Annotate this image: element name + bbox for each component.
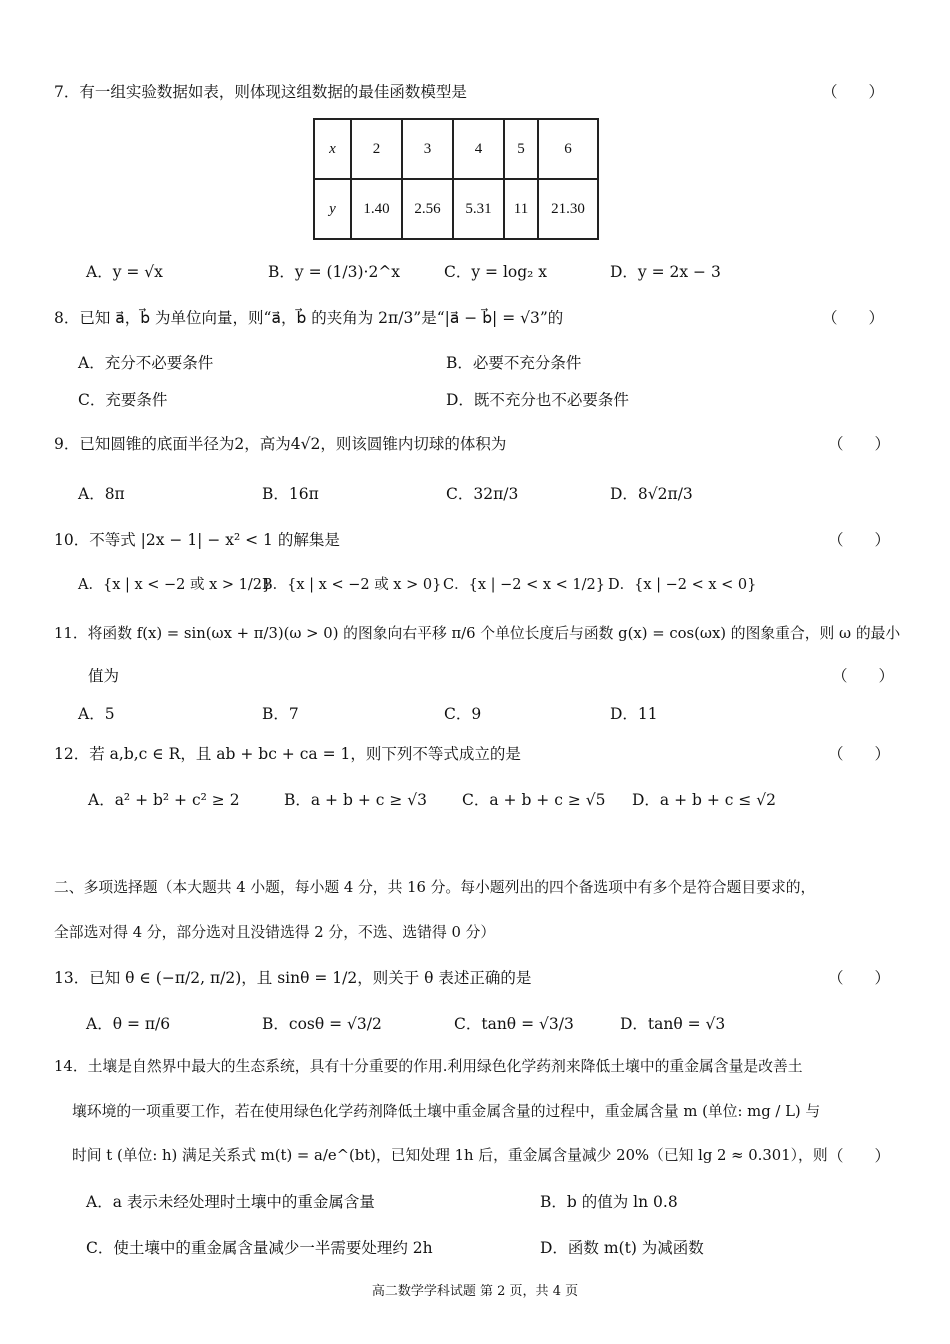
q14-option-d: D．函数 m(t) 为减函数 xyxy=(540,1239,704,1257)
q11-option-d: D．11 xyxy=(610,705,658,723)
q11-stem-continued: 值为 xyxy=(88,667,120,685)
q7-option-b: B．y = (1/3)·2^x xyxy=(268,263,401,281)
q7-data-table xyxy=(313,118,599,240)
table-row xyxy=(314,179,598,239)
table-cell: 2.56 xyxy=(402,179,453,239)
table-cell: 21.30 xyxy=(538,179,598,239)
q10-option-a: A．{x | x < −2 或 x > 1/2} xyxy=(78,577,272,593)
section2-heading: 二、多项选择题（本大题共 4 小题，每小题 4 分，共 16 分。每小题列出的四个备选项中有多个是符合题目要求的， xyxy=(54,879,816,896)
q13-option-a: A．θ = π/6 xyxy=(86,1015,171,1033)
q14-stem-line2: 壤环境的一项重要工作，若在使用绿色化学药剂降低土壤中重金属含量的过程中，重金属含量 m (单位: mg / L) 与 xyxy=(72,1103,821,1120)
q9-option-b: B．16π xyxy=(262,485,319,503)
q10-option-d: D．{x | −2 < x < 0} xyxy=(608,577,757,593)
q12-option-a: A．a² + b² + c² ≥ 2 xyxy=(88,791,240,809)
table-cell: 2 xyxy=(351,119,402,179)
q14-option-a: A．a 表示未经处理时土壤中的重金属含量 xyxy=(86,1193,375,1211)
q14-option-c: C．使土壤中的重金属含量减少一半需要处理约 2h xyxy=(86,1239,433,1257)
table-cell: 1.40 xyxy=(351,179,402,239)
q7-stem: 7．有一组实验数据如表，则体现这组数据的最佳函数模型是 xyxy=(54,83,467,101)
q14-answer-paren: （ ） xyxy=(828,1147,891,1165)
q8-option-d: D．既不充分也不必要条件 xyxy=(446,391,629,409)
q10-option-b: B．{x | x < −2 或 x > 0} xyxy=(262,577,442,593)
q13-answer-paren: （ ） xyxy=(828,969,891,987)
q10-answer-paren: （ ） xyxy=(828,531,891,549)
q9-answer-paren: （ ） xyxy=(828,435,891,453)
table-row xyxy=(314,119,598,179)
q7-answer-paren: （ ） xyxy=(822,83,885,101)
q7-option-c: C．y = log₂ x xyxy=(444,263,548,281)
q8-option-c: C．充要条件 xyxy=(78,391,168,409)
q8-option-a: A．充分不必要条件 xyxy=(78,354,214,372)
q8-stem: 8．已知 a⃗，b⃗ 为单位向量，则“a⃗，b⃗ 的夹角为 2π/3”是“|a⃗ − b⃗| = √3”的 xyxy=(54,309,564,327)
table-cell: 5 xyxy=(504,119,538,179)
q11-option-b: B．7 xyxy=(262,705,299,723)
table-cell: 3 xyxy=(402,119,453,179)
q11-option-c: C．9 xyxy=(444,705,482,723)
q8-answer-paren: （ ） xyxy=(822,309,885,327)
q12-option-d: D．a + b + c ≤ √2 xyxy=(632,791,777,809)
q11-answer-paren: （ ） xyxy=(832,667,895,685)
page-footer: 高二数学学科试题 第 2 页，共 4 页 xyxy=(371,1284,579,1299)
q10-option-c: C．{x | −2 < x < 1/2} xyxy=(443,577,605,593)
q13-stem: 13．已知 θ ∈ (−π/2, π/2)，且 sinθ = 1/2，则关于 θ 表述正确的是 xyxy=(54,969,532,987)
q9-stem: 9．已知圆锥的底面半径为2，高为4√2，则该圆锥内切球的体积为 xyxy=(54,435,507,453)
table-header-x: x xyxy=(314,119,351,179)
table-cell: 11 xyxy=(504,179,538,239)
table-cell: 5.31 xyxy=(453,179,504,239)
q13-option-c: C．tanθ = √3/3 xyxy=(454,1015,574,1033)
q8-option-b: B．必要不充分条件 xyxy=(446,354,582,372)
q14-option-b: B．b 的值为 ln 0.8 xyxy=(540,1193,678,1211)
q12-option-c: C．a + b + c ≥ √5 xyxy=(462,791,606,809)
q13-option-d: D．tanθ = √3 xyxy=(620,1015,726,1033)
q14-stem-line3: 时间 t (单位: h) 满足关系式 m(t) = a/e^(bt)，已知处理 1h 后，重金属含量减少 20%（已知 lg 2 ≈ 0.301），则 xyxy=(72,1147,828,1164)
table-header-y: y xyxy=(314,179,351,239)
table-cell: 4 xyxy=(453,119,504,179)
q14-stem: 14．土壤是自然界中最大的生态系统，具有十分重要的作用.利用绿色化学药剂来降低土壤中的重金属含量是改善土 xyxy=(54,1058,803,1075)
q13-option-b: B．cosθ = √3/2 xyxy=(262,1015,382,1033)
q10-stem: 10．不等式 |2x − 1| − x² < 1 的解集是 xyxy=(54,531,340,549)
q12-option-b: B．a + b + c ≥ √3 xyxy=(284,791,427,809)
table-cell: 6 xyxy=(538,119,598,179)
q9-option-a: A．8π xyxy=(78,485,125,503)
q12-stem: 12．若 a,b,c ∈ R，且 ab + bc + ca = 1，则下列不等式成立的是 xyxy=(54,745,521,763)
section2-heading-continued: 全部选对得 4 分，部分选对且没错选得 2 分，不选、选错得 0 分） xyxy=(54,924,496,941)
q9-option-d: D．8√2π/3 xyxy=(610,485,693,503)
q12-answer-paren: （ ） xyxy=(828,745,891,763)
q7-option-a: A．y = √x xyxy=(86,263,163,281)
q7-option-d: D．y = 2x − 3 xyxy=(610,263,721,281)
q9-option-c: C．32π/3 xyxy=(446,485,519,503)
q11-stem: 11．将函数 f(x) = sin(ωx + π/3)(ω > 0) 的图象向右平移 π/6 个单位长度后与函数 g(x) = cos(ωx) 的图象重合，则 ω 的最小 xyxy=(54,625,901,642)
q11-option-a: A．5 xyxy=(78,705,115,723)
